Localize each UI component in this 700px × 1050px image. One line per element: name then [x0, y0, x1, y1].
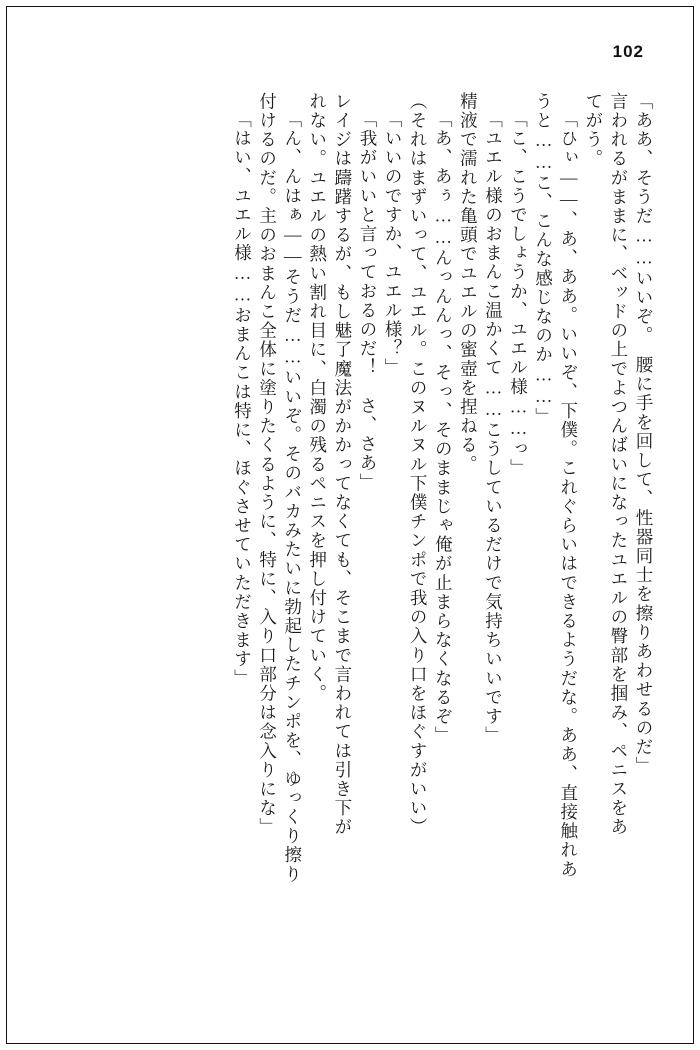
text-line: れない。ユエルの熱い割れ目に、白濁の残るペニスを押し付けていく。 — [307, 92, 328, 704]
text-line: 「ん、んはぁ――そうだ……いいぞ。そのバカみたいに勃起したチンポを、ゆっくり擦り — [282, 110, 303, 884]
text-line: うと……こ、こんな感じなのか……」 — [533, 92, 554, 427]
text-line: 「はい、ユエル様……おまんこは特に、ほぐさせていただきます」 — [232, 110, 253, 688]
text-line: 付けるのだ。主のおまんこ全体に塗りたくるように、特に、入り口部分は念入りにな」 — [257, 92, 278, 837]
text-line: 「いいのですか、ユエル様？」 — [383, 110, 404, 378]
text-line: 「こ、こうでしょうか、ユエル様……っ」 — [508, 110, 529, 478]
text-line: てがう。 — [583, 92, 604, 169]
text-line: 「ユエル様のおまんこ温かくて……こうしているだけで気持ちいいです」 — [483, 110, 504, 746]
text-line: 「あ、あぅ……んっんんっ、そっ、そのままじゃ俺が止まらなくなるぞ」 — [433, 110, 454, 746]
text-line: 「我がいいと言っておるのだ！ さ、さあ」 — [357, 110, 378, 492]
page-number: 102 — [612, 42, 644, 61]
vertical-text-body — [48, 92, 652, 972]
text-line: 「ひぃ――、あ、ああ。いいぞ、下僕。これぐらいはできるようだな。ああ、直接触れあ — [558, 110, 579, 879]
text-line: 精液で濡れた亀頭でユエルの蜜壺を捏ねる。 — [458, 92, 479, 474]
text-line: 言われるがままに、ベッドの上でよつんばいになったユエルの臀部を掴み、ペニスをあ — [608, 92, 629, 837]
text-line: （それはまずいって、ユエル。このヌルヌル下僕チンポで我の入り口をほぐすがいい） — [408, 92, 429, 837]
text-line: レイジは躊躇するが、もし魅了魔法がかかってなくても、そこまで言われては引き下が — [332, 92, 353, 837]
text-line: 「ああ、そうだ……いいぞ。 腰に手を回して、性器同士を擦りあわせるのだ」 — [634, 92, 654, 776]
